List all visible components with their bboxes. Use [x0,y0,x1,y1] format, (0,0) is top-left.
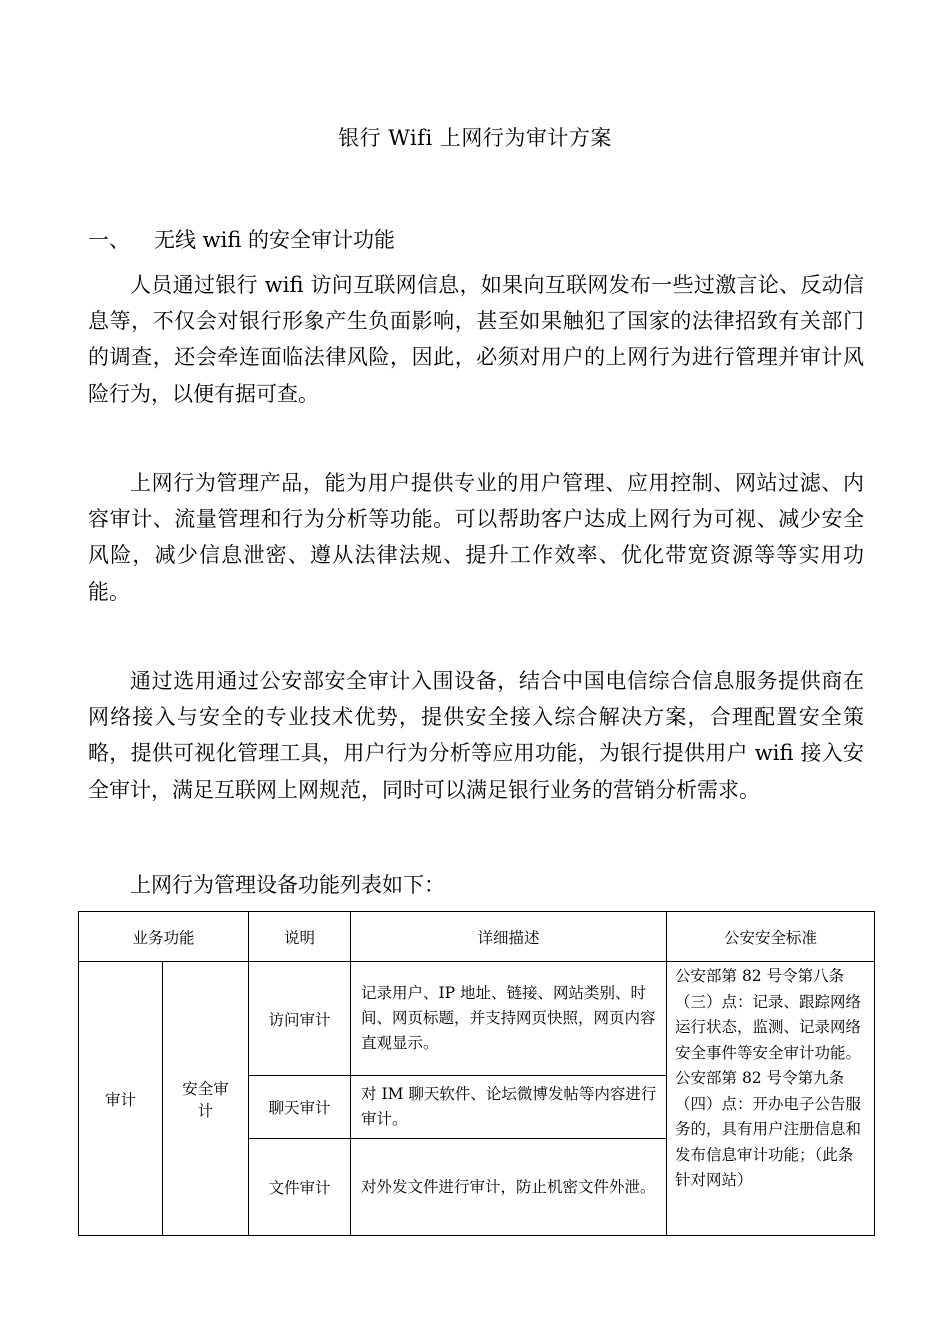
paragraph-2: 上网行为管理产品，能为用户提供专业的用户管理、应用控制、网站过滤、内容审计、流量管理和行为分析等功能。可以帮助客户达成上网行为可视、减少安全风险，减少信息泄密、遵从法律法规、提升工作效率、优化带宽资源等等实用功能。 [88,471,864,604]
row-detail-cell: 对 IM 聊天软件、论坛微博发帖等内容进行审计。 [351,1076,667,1139]
section-heading [88,224,395,254]
standard-cell: 公安部第 82 号令第八条（三）点：记录、跟踪网络运行状态，监测、记录网络安全事件等安全审计功能。公安部第 82 号令第九条（四）点：开办电子公告服务的，具有用户注册信息和发布信息审计功能；（此条针对网站） [667,962,875,1236]
table-row [79,962,875,1076]
paragraph-1: 人员通过银行 wifi 访问互联网信息，如果向互联网发布一些过激言论、反动信息等，不仅会对银行形象产生负面影响，甚至如果触犯了国家的法律招致有关部门的调查，还会牵连面临法律风险，因此，必须对用户的上网行为进行管理并审计风险行为，以便有据可查。 [88,273,864,406]
header-business-function: 业务功能 [79,912,249,962]
category-cell: 审计 [79,962,163,1236]
header-standard: 公安安全标准 [667,912,875,962]
row-detail-cell: 记录用户、IP 地址、链接、网站类别、时间、网页标题，并支持网页快照，网页内容直观显示。 [351,962,667,1076]
header-explanation: 说明 [249,912,351,962]
subcategory-cell: 安全审计 [163,962,249,1236]
row-detail-cell: 对外发文件进行审计，防止机密文件外泄。 [351,1139,667,1236]
function-table [78,911,875,1236]
table-header-row [79,912,875,962]
document-title: 银行 Wifi 上网行为审计方案 [338,126,612,150]
row-name-cell: 聊天审计 [249,1076,351,1139]
paragraph-4: 上网行为管理设备功能列表如下： [130,873,445,897]
row-name-cell: 访问审计 [249,962,351,1076]
header-detail: 详细描述 [351,912,667,962]
section-title: 无线 wifi 的安全审计功能 [154,228,396,252]
section-number: 一、 [88,228,130,252]
paragraph-3: 通过选用通过公安部安全审计入围设备，结合中国电信综合信息服务提供商在网络接入与安全的专业技术优势，提供安全接入综合解决方案，合理配置安全策略，提供可视化管理工具，用户行为分析等应用功能，为银行提供用户 wifi 接入安全审计，满足互联网上网规范，同时可以满足银行业务的营销分析需求。 [88,669,864,802]
row-name-cell: 文件审计 [249,1139,351,1236]
